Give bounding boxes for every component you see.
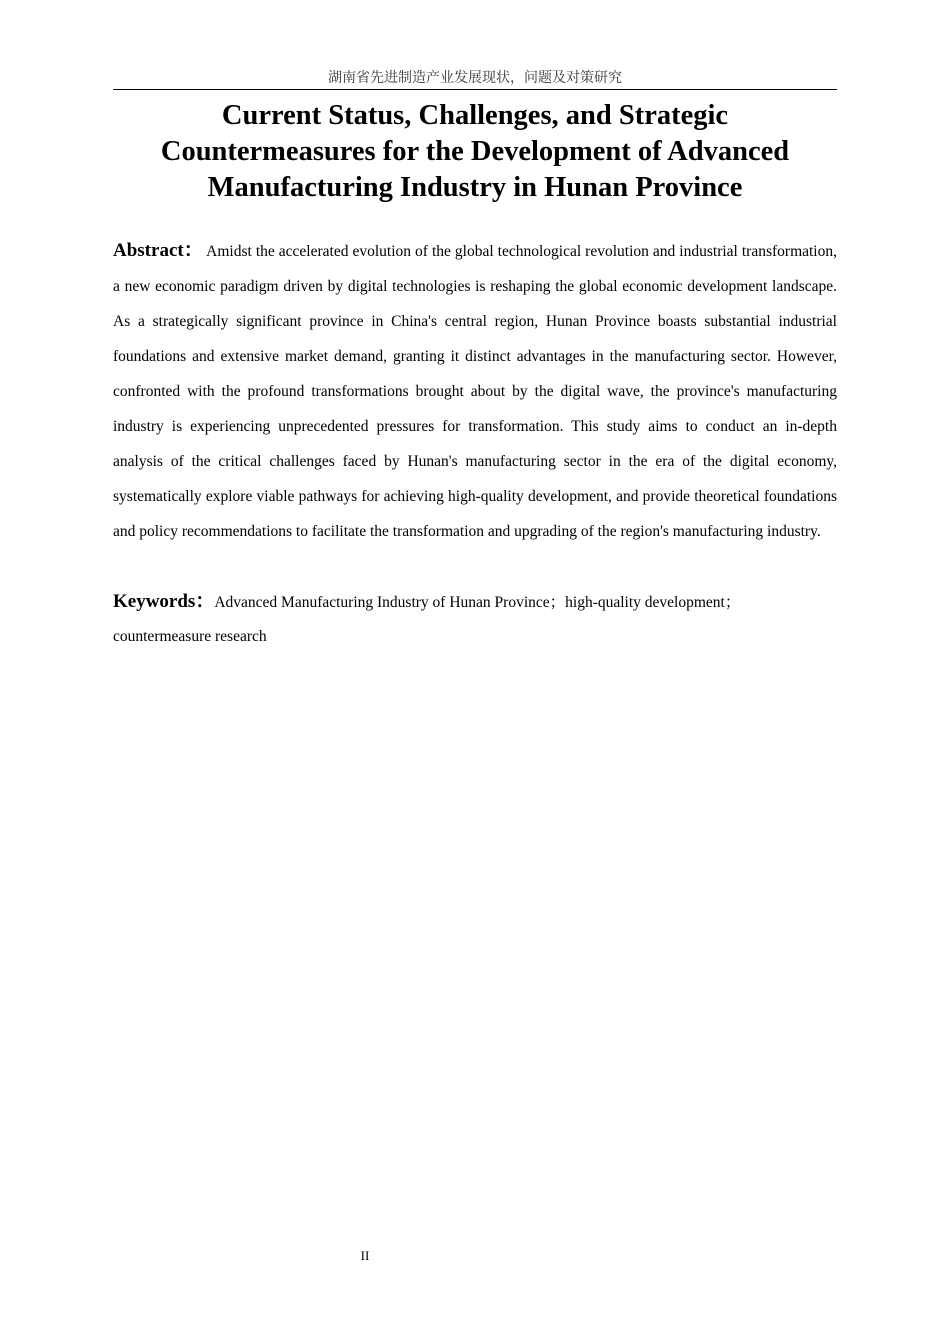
paper-title: Current Status, Challenges, and Strategic Countermeasures for the Development of Advanced Manufacturing Industry in Hunan Province bbox=[160, 100, 790, 203]
running-header bbox=[113, 67, 837, 90]
keyword-item: high-quality development； bbox=[565, 594, 741, 611]
page-number: II bbox=[360, 1248, 370, 1263]
abstract-paragraph bbox=[113, 233, 837, 549]
keywords-paragraph bbox=[113, 585, 837, 654]
abstract-label: Abstract： bbox=[113, 240, 203, 261]
keywords-label: Keywords： bbox=[113, 591, 215, 612]
keyword-item: Advanced Manufacturing Industry of Hunan Province； bbox=[214, 594, 566, 611]
keyword-item: countermeasure research bbox=[113, 628, 267, 645]
abstract-text: Amidst the accelerated evolution of the global technological revolution and industrial transformation, a new economic paradigm driven by digital technologies is reshaping the global economic development landscape. As a strategically significant province in China's central region, Hunan Province boasts substantial industrial foundations and extensive market demand, granting it distinct advantages in the manufacturing sector. However, confronted with the profound transformations brought about by the digital wave, the province's manufacturing industry is experiencing unprecedented pressures for transformation. This study aims to conduct an in-depth analysis of the critical challenges faced by Hunan's manufacturing sector in the era of the digital economy, systematically explore viable pathways for achieving high-quality development, and provide theoretical foundations and policy recommendations to facilitate the transformation and upgrading of the region's manufacturing industry. bbox=[113, 243, 837, 540]
running-header-text: 湖南省先进制造产业发展现状，问题及对策研究 bbox=[328, 70, 622, 86]
